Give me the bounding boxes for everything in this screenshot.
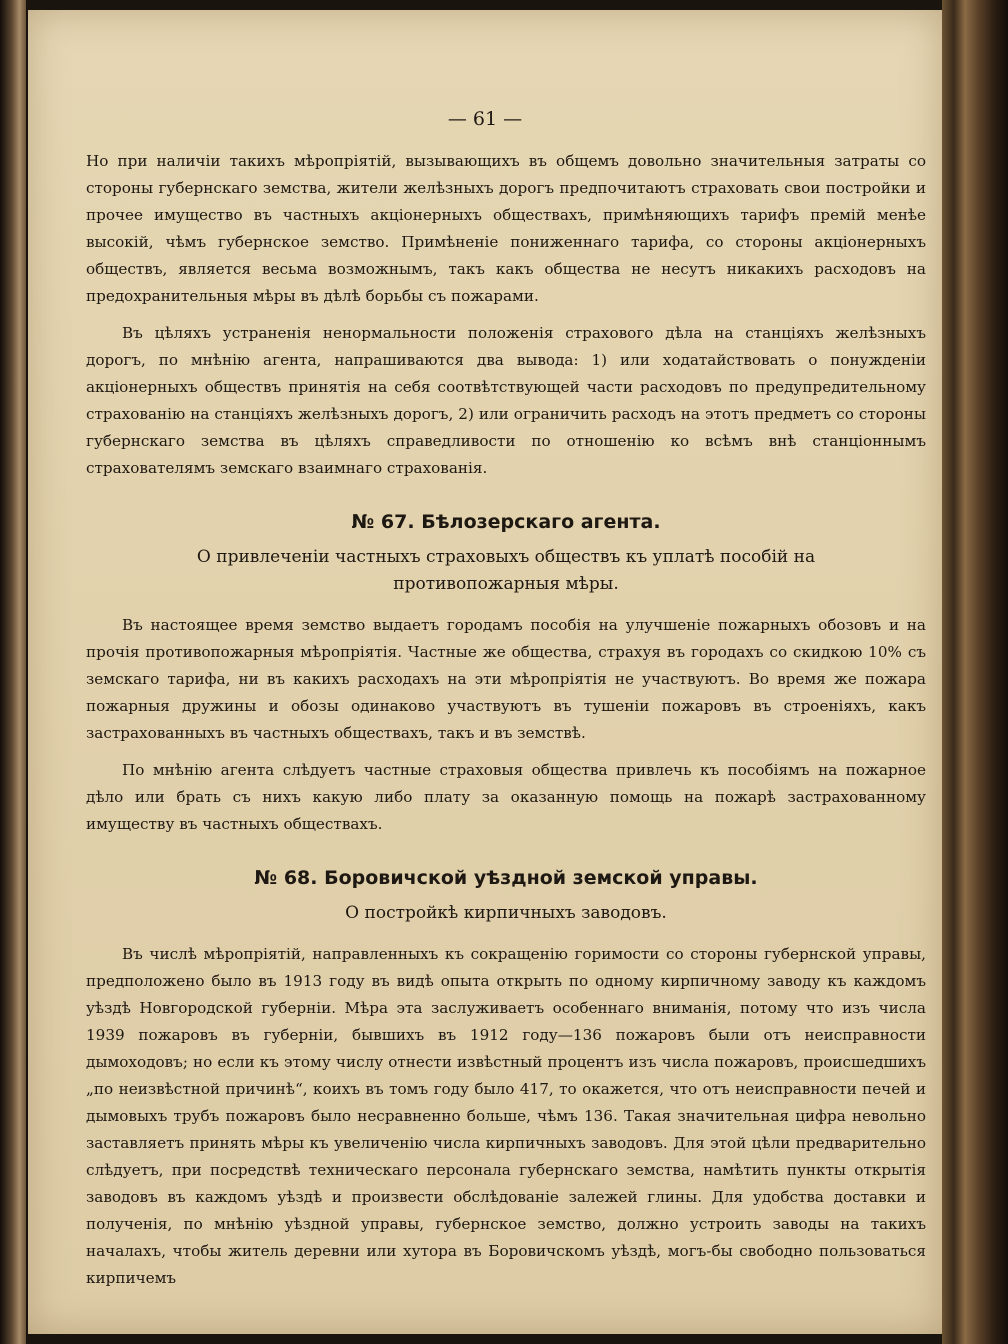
document-page <box>28 10 942 1334</box>
page-body <box>86 148 926 1302</box>
paragraph: Въ настоящее время земство выдаетъ городамъ пособія на улучшеніе пожарныхъ обозовъ и на прочія противопожарныя мѣропріятія. Частные же общества, страхуя въ городахъ со скидкою 10% съ земскаго тарифа, ни въ какихъ расходахъ на эти мѣропріятія не участвуютъ. Во время же пожара пожарныя дружины и обозы одинаково участвуютъ въ тушеніи пожаровъ въ строеніяхъ, какъ застрахованныхъ въ частныхъ обществахъ, такъ и въ земствѣ. <box>86 616 926 742</box>
page-number: — 61 — <box>447 108 523 130</box>
paragraph: Въ числѣ мѣропріятій, направленныхъ къ сокращенію горимости со стороны губернской управы, предположено было въ 1913 году въ видѣ опыта открыть по одному кирпичному заводу къ каждомъ уѣздѣ Новгородской губерніи. Мѣра эта заслуживаетъ особеннаго вниманія, потому что изъ числа 1939 пожаровъ въ губерніи, бывшихъ въ 1912 году—136 пожаровъ были отъ неисправности дымоходовъ; но если къ этому числу отнести извѣстный процентъ изъ числа пожаровъ, происшедшихъ „по неизвѣстной причинѣ“, коихъ въ томъ году было 417, то окажется, что отъ неисправности печей и дымовыхъ трубъ пожаровъ было несравненно больше, чѣмъ 136. Такая значительная цифра невольно заставляетъ принять мѣры къ увеличенію числа кирпичныхъ заводовъ. Для этой цѣли предварительно слѣдуетъ, при посредствѣ техническаго персонала губернскаго земства, намѣтить пункты открытія заводовъ въ каждомъ уѣздѣ и произвести обслѣдованіе залежей глины. Для удобства доставки и полученія, по мнѣнію уѣздной управы, губернское земство, должно устроить заводы на такихъ началахъ, чтобы житель деревни или хутора въ Боровичскомъ уѣздѣ, могъ-бы свободно пользоваться кирпичемъ <box>86 945 926 1287</box>
book-edge-right <box>942 0 1008 1344</box>
section-subheading-67: О привлеченіи частныхъ страховыхъ обществъ къ уплатѣ пособій на противопожарныя мѣры. <box>196 547 816 594</box>
book-spine-left <box>0 0 26 1344</box>
paragraph: Въ цѣляхъ устраненія ненормальности положенія страхового дѣла на станціяхъ желѣзныхъ дорогъ, по мнѣнію агента, напрашиваются два вывода: 1) или ходатайствовать о понужденіи акціонерныхъ обществъ принятія на себя соотвѣтствующей части расходовъ по предупредительному страхованію на станціяхъ желѣзныхъ дорогъ, 2) или ограничить расходъ на этотъ предметъ со стороны губернскаго земства въ цѣляхъ справедливости по отношенію ко всѣмъ внѣ станціоннымъ страхователямъ земскаго взаимнаго страхованія. <box>86 324 926 477</box>
section-heading-67: № 67. Бѣлозерскаго агента. <box>351 511 661 533</box>
paragraph: Но при наличіи такихъ мѣропріятій, вызывающихъ въ общемъ довольно значительныя затраты со стороны губернскаго земства, жители желѣзныхъ дорогъ предпочитаютъ страховать свои постройки и прочее имущество въ частныхъ акціонерныхъ обществахъ, примѣняющихъ тарифъ премій менѣе высокій, чѣмъ губернское земство. Примѣненіе пониженнаго тарифа, со стороны акціонерныхъ обществъ, является весьма возможнымъ, такъ какъ общества не несутъ никакихъ расходовъ на предохранительныя мѣры въ дѣлѣ борьбы съ пожарами. <box>86 152 926 305</box>
section-subheading-68: О постройкѣ кирпичныхъ заводовъ. <box>345 903 667 923</box>
paragraph: По мнѣнію агента слѣдуетъ частные страховыя общества привлечь къ пособіямъ на пожарное дѣло или брать съ нихъ какую либо плату за оказанную помощь на пожарѣ застрахованному имуществу въ частныхъ обществахъ. <box>86 761 926 833</box>
section-heading-68: № 68. Боровичской уѣздной земской управы. <box>254 867 758 889</box>
